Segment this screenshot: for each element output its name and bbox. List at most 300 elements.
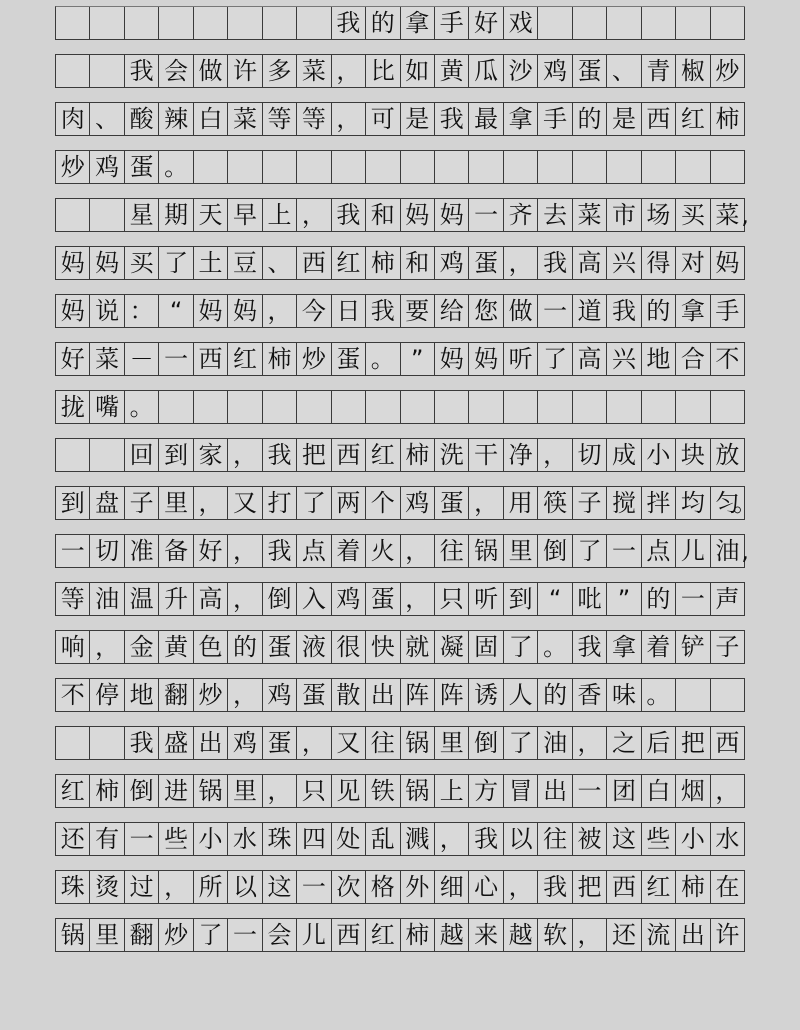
text-row: 一 切 准 备 好 ， 我 点 着 火 ， 往 锅 里 倒 了 一 点 儿 油 , xyxy=(55,534,745,568)
grid-cell: 一 xyxy=(469,199,503,231)
grid-cell: 手 xyxy=(435,7,469,39)
grid-cell xyxy=(332,151,366,183)
grid-cell: 。 xyxy=(125,391,159,423)
grid-cell: ， xyxy=(263,295,297,327)
grid-cell xyxy=(194,151,228,183)
grid-cell: 点 xyxy=(642,535,676,567)
grid-cell xyxy=(90,199,124,231)
grid-cell: 一 xyxy=(538,295,572,327)
grid-cell: 西 xyxy=(194,343,228,375)
grid-cell: 味 xyxy=(607,679,641,711)
writing-grid xyxy=(55,6,758,966)
grid-cell: 一 xyxy=(607,535,641,567)
grid-cell: 拿 xyxy=(676,295,710,327)
grid-cell: 了 xyxy=(504,727,538,759)
grid-cell: 里 xyxy=(435,727,469,759)
grid-cell: 铲 xyxy=(676,631,710,663)
grid-cell: 好 xyxy=(194,535,228,567)
grid-cell xyxy=(159,391,193,423)
grid-cell: 椒 xyxy=(676,55,710,87)
grid-cell: 我 xyxy=(125,55,159,87)
grid-cell: ， xyxy=(504,247,538,279)
grid-cell xyxy=(297,151,331,183)
grid-cell: 又 xyxy=(332,727,366,759)
grid-cell: 蛋 xyxy=(125,151,159,183)
text-row xyxy=(55,774,745,808)
text-row xyxy=(55,870,745,904)
grid-cell: 沙 xyxy=(504,55,538,87)
grid-cell: 阵 xyxy=(401,679,435,711)
grid-cell: 辣 xyxy=(159,103,193,135)
grid-cell: 块 xyxy=(676,439,710,471)
grid-cell xyxy=(90,727,124,759)
grid-cell: 油 xyxy=(538,727,572,759)
grid-cell: 白 xyxy=(194,103,228,135)
grid-cell: 鸡 xyxy=(332,583,366,615)
grid-cell: 筷 xyxy=(538,487,572,519)
grid-cell: 后 xyxy=(642,727,676,759)
grid-cell: 烟 xyxy=(676,775,710,807)
grid-cell: 盘 xyxy=(90,487,124,519)
grid-cell: 次 xyxy=(332,871,366,903)
grid-cell xyxy=(469,151,503,183)
grid-cell: 柿 xyxy=(711,103,745,135)
grid-cell: 一 xyxy=(125,823,159,855)
grid-cell: 戏 xyxy=(504,7,538,39)
grid-cell: 等 xyxy=(263,103,297,135)
grid-cell: 处 xyxy=(332,823,366,855)
grid-cell: ， xyxy=(228,439,262,471)
grid-cell: 肉 xyxy=(56,103,90,135)
grid-cell: 西 xyxy=(642,103,676,135)
grid-cell: 要 xyxy=(401,295,435,327)
grid-cell: 多 xyxy=(263,55,297,87)
grid-cell: 蛋 xyxy=(332,343,366,375)
grid-cell: 进 xyxy=(159,775,193,807)
grid-cell: 妈 xyxy=(90,247,124,279)
grid-cell: 天 xyxy=(194,199,228,231)
grid-cell: 了 xyxy=(194,919,228,951)
grid-cell: 得 xyxy=(642,247,676,279)
grid-cell: 把 xyxy=(573,871,607,903)
grid-cell: ， xyxy=(711,775,745,807)
grid-cell xyxy=(642,151,676,183)
grid-cell: 地 xyxy=(642,343,676,375)
grid-cell: 高 xyxy=(573,343,607,375)
grid-cell xyxy=(401,151,435,183)
grid-cell: 珠 xyxy=(56,871,90,903)
grid-cell: 白 xyxy=(642,775,676,807)
grid-cell: 一 xyxy=(573,775,607,807)
grid-cell: 儿 xyxy=(297,919,331,951)
grid-cell xyxy=(90,439,124,471)
grid-cell: 我 xyxy=(125,727,159,759)
grid-cell: 诱 xyxy=(469,679,503,711)
grid-cell: 炒 xyxy=(711,55,745,87)
grid-cell: 鸡 xyxy=(228,727,262,759)
grid-cell xyxy=(297,391,331,423)
grid-cell: 升 xyxy=(159,583,193,615)
grid-cell: 这 xyxy=(263,871,297,903)
grid-cell: ， xyxy=(228,583,262,615)
grid-cell: 我 xyxy=(435,103,469,135)
grid-cell: 的 xyxy=(538,679,572,711)
grid-cell: 鸡 xyxy=(538,55,572,87)
grid-cell: 最 xyxy=(469,103,503,135)
grid-cell: 点 xyxy=(297,535,331,567)
grid-cell: 拢 xyxy=(56,391,90,423)
grid-cell xyxy=(297,7,331,39)
grid-cell: 西 xyxy=(711,727,745,759)
text-row xyxy=(55,630,745,664)
grid-cell: 搅 xyxy=(607,487,641,519)
grid-cell: 以 xyxy=(504,823,538,855)
grid-cell: ， xyxy=(401,583,435,615)
grid-cell: 蛋 xyxy=(435,487,469,519)
grid-cell: 切 xyxy=(90,535,124,567)
grid-cell xyxy=(263,7,297,39)
grid-cell: 会 xyxy=(263,919,297,951)
grid-cell: 兴 xyxy=(607,343,641,375)
grid-cell: 红 xyxy=(366,439,400,471)
grid-cell: 回 xyxy=(125,439,159,471)
grid-cell: ， xyxy=(469,487,503,519)
grid-cell: 兴 xyxy=(607,247,641,279)
text-row xyxy=(55,582,745,616)
text-row xyxy=(55,822,745,856)
grid-cell: 可 xyxy=(366,103,400,135)
grid-cell: 蛋 xyxy=(469,247,503,279)
grid-cell: ， xyxy=(401,535,435,567)
grid-cell: 入 xyxy=(297,583,331,615)
grid-cell xyxy=(538,7,572,39)
grid-cell: 所 xyxy=(194,871,228,903)
grid-cell: 日 xyxy=(332,295,366,327)
grid-cell: 有 xyxy=(90,823,124,855)
grid-cell: 水 xyxy=(711,823,745,855)
grid-cell: 豆 xyxy=(228,247,262,279)
grid-cell: 翻 xyxy=(159,679,193,711)
grid-cell xyxy=(56,55,90,87)
text-row xyxy=(55,150,745,184)
grid-cell: 和 xyxy=(401,247,435,279)
grid-cell: 很 xyxy=(332,631,366,663)
grid-cell: 着 xyxy=(642,631,676,663)
grid-cell: 拿 xyxy=(504,103,538,135)
grid-cell xyxy=(366,391,400,423)
text-row xyxy=(55,342,745,376)
grid-cell xyxy=(194,391,228,423)
grid-cell: 黄 xyxy=(159,631,193,663)
text-row xyxy=(55,246,745,280)
grid-cell xyxy=(573,7,607,39)
grid-cell: 我 xyxy=(332,199,366,231)
grid-cell xyxy=(228,391,262,423)
grid-cell: 锅 xyxy=(56,919,90,951)
grid-cell: － xyxy=(125,343,159,375)
grid-cell: 到 xyxy=(56,487,90,519)
grid-cell: 不 xyxy=(56,679,90,711)
grid-cell: 均 xyxy=(676,487,710,519)
grid-cell: 了 xyxy=(573,535,607,567)
grid-cell: 妈 xyxy=(469,343,503,375)
grid-cell: ， xyxy=(573,727,607,759)
grid-cell: 油 xyxy=(711,535,745,567)
grid-cell: 和 xyxy=(366,199,400,231)
grid-cell: 做 xyxy=(194,55,228,87)
grid-cell: 的 xyxy=(228,631,262,663)
text-row xyxy=(55,54,745,88)
grid-cell: ， xyxy=(332,103,366,135)
grid-cell: 还 xyxy=(607,919,641,951)
grid-cell: 一 xyxy=(159,343,193,375)
grid-cell: 妈 xyxy=(194,295,228,327)
grid-cell: 对 xyxy=(676,247,710,279)
grid-cell: 期 xyxy=(159,199,193,231)
grid-cell xyxy=(469,391,503,423)
grid-cell: 锅 xyxy=(401,727,435,759)
grid-cell: 来 xyxy=(469,919,503,951)
grid-cell xyxy=(711,7,745,39)
grid-cell: “ xyxy=(159,295,193,327)
grid-cell: ， xyxy=(228,535,262,567)
grid-cell: 我 xyxy=(573,631,607,663)
grid-cell: 锅 xyxy=(401,775,435,807)
grid-cell xyxy=(366,151,400,183)
grid-cell xyxy=(642,7,676,39)
grid-cell: 买 xyxy=(125,247,159,279)
grid-cell: 红 xyxy=(332,247,366,279)
grid-cell: 些 xyxy=(159,823,193,855)
grid-cell: 了 xyxy=(159,247,193,279)
grid-cell: 许 xyxy=(711,919,745,951)
grid-cell xyxy=(607,151,641,183)
grid-cell: 等 xyxy=(56,583,90,615)
grid-cell xyxy=(607,7,641,39)
grid-cell: 往 xyxy=(538,823,572,855)
grid-cell: 妈 xyxy=(56,247,90,279)
grid-cell: ， xyxy=(159,871,193,903)
grid-cell: 青 xyxy=(642,55,676,87)
grid-cell: 家 xyxy=(194,439,228,471)
grid-cell: 我 xyxy=(332,7,366,39)
grid-cell xyxy=(573,151,607,183)
grid-cell: 心 xyxy=(469,871,503,903)
grid-cell: 、 xyxy=(90,103,124,135)
grid-cell: 妈 xyxy=(435,343,469,375)
grid-cell: 个 xyxy=(366,487,400,519)
grid-cell: 只 xyxy=(435,583,469,615)
grid-cell: 就 xyxy=(401,631,435,663)
grid-cell: 被 xyxy=(573,823,607,855)
grid-cell xyxy=(435,391,469,423)
grid-cell: 柿 xyxy=(401,439,435,471)
grid-cell: 往 xyxy=(366,727,400,759)
grid-cell: 给 xyxy=(435,295,469,327)
grid-cell: 又 xyxy=(228,487,262,519)
grid-cell xyxy=(56,439,90,471)
grid-cell: 越 xyxy=(504,919,538,951)
grid-cell: 好 xyxy=(469,7,503,39)
grid-cell: 香 xyxy=(573,679,607,711)
grid-cell: 流 xyxy=(642,919,676,951)
grid-cell: 炒 xyxy=(297,343,331,375)
grid-cell: 比 xyxy=(366,55,400,87)
grid-cell: 西 xyxy=(607,871,641,903)
grid-cell xyxy=(263,391,297,423)
grid-cell: “ xyxy=(538,583,572,615)
text-row xyxy=(55,918,745,952)
grid-cell: 往 xyxy=(435,535,469,567)
grid-cell: 我 xyxy=(263,535,297,567)
grid-cell: 火 xyxy=(366,535,400,567)
grid-cell: 妈 xyxy=(56,295,90,327)
grid-cell: 放 xyxy=(711,439,745,471)
grid-cell: 倒 xyxy=(469,727,503,759)
grid-cell: 。 xyxy=(366,343,400,375)
grid-cell: 不 xyxy=(711,343,745,375)
grid-cell: 响 xyxy=(56,631,90,663)
grid-cell: 蛋 xyxy=(297,679,331,711)
grid-cell: 的 xyxy=(642,295,676,327)
grid-cell: 拿 xyxy=(607,631,641,663)
grid-cell: 了 xyxy=(297,487,331,519)
grid-cell: 瓜 xyxy=(469,55,503,87)
grid-cell: 过 xyxy=(125,871,159,903)
grid-cell: 合 xyxy=(676,343,710,375)
grid-cell: 的 xyxy=(573,103,607,135)
grid-cell: 妈 xyxy=(228,295,262,327)
text-row xyxy=(55,726,745,760)
grid-cell xyxy=(194,7,228,39)
grid-cell: 里 xyxy=(228,775,262,807)
grid-cell: ， xyxy=(538,439,572,471)
grid-cell: 、 xyxy=(607,55,641,87)
grid-cell: 高 xyxy=(573,247,607,279)
grid-cell: 听 xyxy=(469,583,503,615)
grid-cell xyxy=(332,391,366,423)
grid-cell: 如 xyxy=(401,55,435,87)
grid-cell: 凝 xyxy=(435,631,469,663)
grid-cell: 我 xyxy=(469,823,503,855)
grid-cell: 锅 xyxy=(469,535,503,567)
text-row xyxy=(55,678,745,712)
grid-cell: 方 xyxy=(469,775,503,807)
grid-cell: 红 xyxy=(366,919,400,951)
grid-cell: 出 xyxy=(676,919,710,951)
grid-cell: ， xyxy=(263,775,297,807)
grid-cell xyxy=(573,391,607,423)
grid-cell: 声 xyxy=(711,583,745,615)
grid-cell: 拿 xyxy=(401,7,435,39)
grid-cell: 倒 xyxy=(263,583,297,615)
grid-cell xyxy=(642,391,676,423)
grid-cell: 您 xyxy=(469,295,503,327)
grid-cell xyxy=(228,7,262,39)
grid-cell: 蛋 xyxy=(263,631,297,663)
grid-cell xyxy=(676,7,710,39)
grid-cell: 水 xyxy=(228,823,262,855)
grid-cell: 软 xyxy=(538,919,572,951)
grid-cell: 是 xyxy=(401,103,435,135)
grid-cell xyxy=(607,391,641,423)
grid-cell: 些 xyxy=(642,823,676,855)
grid-cell: 嘴 xyxy=(90,391,124,423)
grid-cell: 倒 xyxy=(538,535,572,567)
text-row: 到 盘 子 里 ， 又 打 了 两 个 鸡 蛋 ， 用 筷 子 搅 拌 均 匀 。 xyxy=(55,486,745,520)
grid-cell: 土 xyxy=(194,247,228,279)
grid-cell: 拌 xyxy=(642,487,676,519)
grid-cell: 子 xyxy=(573,487,607,519)
grid-cell: 红 xyxy=(642,871,676,903)
grid-cell: 炒 xyxy=(159,919,193,951)
grid-cell: 匀 xyxy=(711,487,745,519)
grid-cell: 手 xyxy=(538,103,572,135)
grid-cell xyxy=(90,7,124,39)
grid-cell: 做 xyxy=(504,295,538,327)
text-row xyxy=(55,102,745,136)
grid-cell: 到 xyxy=(504,583,538,615)
grid-cell: 小 xyxy=(642,439,676,471)
grid-cell: 西 xyxy=(332,439,366,471)
grid-cell: 还 xyxy=(56,823,90,855)
grid-cell: 阵 xyxy=(435,679,469,711)
grid-cell xyxy=(435,151,469,183)
grid-cell: 上 xyxy=(435,775,469,807)
grid-cell: 盛 xyxy=(159,727,193,759)
grid-cell: 吡 xyxy=(573,583,607,615)
grid-cell: 净 xyxy=(504,439,538,471)
grid-cell: 我 xyxy=(263,439,297,471)
grid-cell: 道 xyxy=(573,295,607,327)
grid-cell xyxy=(504,151,538,183)
grid-cell: 只 xyxy=(297,775,331,807)
grid-cell xyxy=(56,199,90,231)
grid-cell: 铁 xyxy=(366,775,400,807)
grid-cell: 里 xyxy=(159,487,193,519)
grid-cell: 子 xyxy=(125,487,159,519)
grid-cell: 菜 xyxy=(573,199,607,231)
grid-cell: 是 xyxy=(607,103,641,135)
grid-cell: 把 xyxy=(297,439,331,471)
grid-cell: 我 xyxy=(607,295,641,327)
grid-cell: 色 xyxy=(194,631,228,663)
grid-cell: 菜 xyxy=(711,199,745,231)
grid-cell: 一 xyxy=(676,583,710,615)
grid-cell xyxy=(504,391,538,423)
grid-cell: 柿 xyxy=(90,775,124,807)
grid-cell: 炒 xyxy=(194,679,228,711)
grid-cell: 今 xyxy=(297,295,331,327)
grid-cell: 红 xyxy=(228,343,262,375)
grid-cell: 成 xyxy=(607,439,641,471)
grid-cell: ， xyxy=(90,631,124,663)
grid-cell: 柿 xyxy=(676,871,710,903)
grid-cell: 、 xyxy=(263,247,297,279)
grid-cell xyxy=(125,7,159,39)
grid-cell: 以 xyxy=(228,871,262,903)
grid-cell: 场 xyxy=(642,199,676,231)
grid-cell: 星 xyxy=(125,199,159,231)
grid-cell: ” xyxy=(401,343,435,375)
grid-cell: 之 xyxy=(607,727,641,759)
grid-cell: 柿 xyxy=(366,247,400,279)
grid-cell: 。 xyxy=(642,679,676,711)
grid-cell: 买 xyxy=(676,199,710,231)
grid-cell: 越 xyxy=(435,919,469,951)
grid-cell: ， xyxy=(297,199,331,231)
grid-cell: 手 xyxy=(711,295,745,327)
